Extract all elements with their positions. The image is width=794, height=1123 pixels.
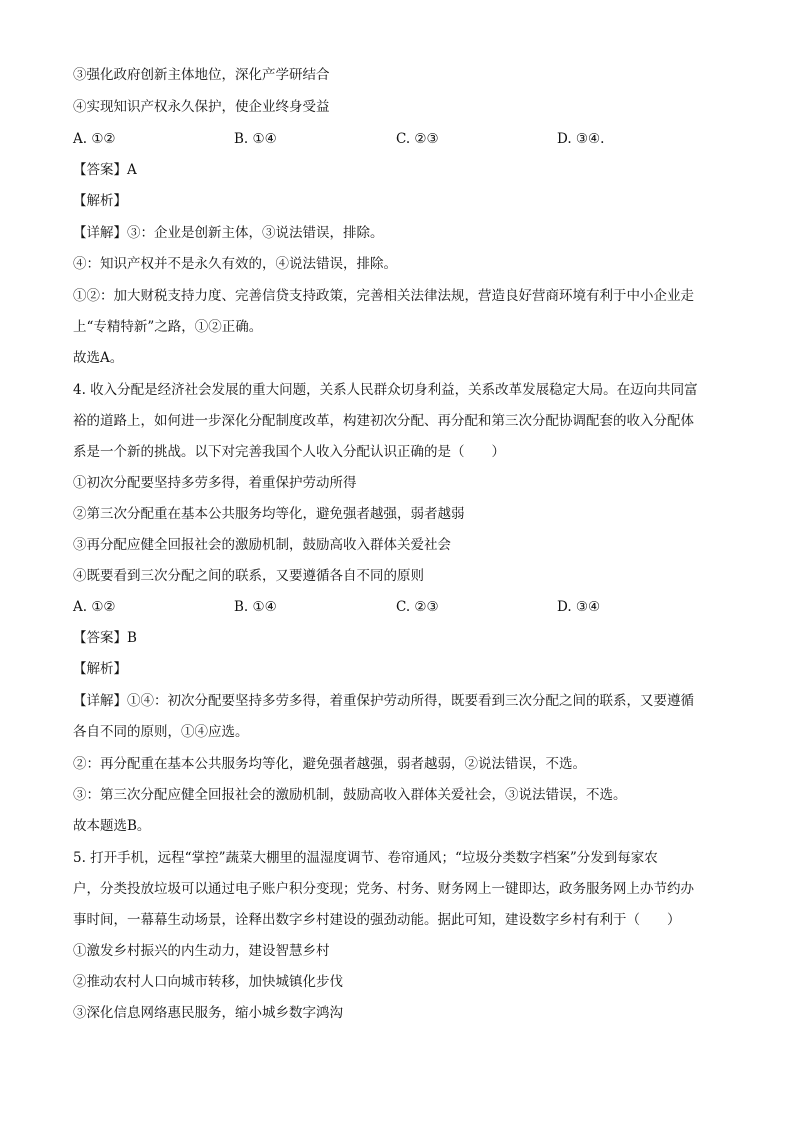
q5-item-1: ①激发乡村振兴的内生动力，建设智慧乡村 [73, 943, 330, 959]
q3-option-c: C. ②③ [396, 131, 439, 147]
q4-option-a: A. ①② [73, 599, 116, 615]
q3-conclusion: 故选A。 [73, 350, 124, 366]
q4-item-4: ④既要看到三次分配之间的联系，又要遵循各自不同的原则 [73, 568, 424, 584]
q4-stem: 4. 收入分配是经济社会发展的重大问题，关系人民群众切身利益，关系改革发展稳定大局。在迈向共同富 [73, 382, 698, 398]
q4-analysis-heading: 【解析】 [73, 661, 127, 677]
q4-option-c: C. ②③ [396, 599, 439, 615]
q3-item-4: ④实现知识产权永久保护，使企业终身受益 [73, 99, 330, 115]
q4-stem: 系是一个新的挑战。以下对完善我国个人收入分配认识正确的是（ ） [73, 444, 505, 460]
q4-detail-line: 各自不同的原则，①④应选。 [73, 724, 249, 740]
q3-detail-line: 上“专精特新”之路，①②正确。 [73, 319, 263, 335]
q4-item-1: ①初次分配要坚持多劳多得，着重保护劳动所得 [73, 475, 357, 491]
q5-stem: 户，分类投放垃圾可以通过电子账户积分变现；党务、村务、财务网上一键即达，政务服务网上办节约办 [73, 881, 694, 897]
q3-detail-line: 【详解】③：企业是创新主体，③说法错误，排除。 [73, 225, 384, 241]
q4-option-d: D. ③④ [557, 599, 601, 615]
q5-stem: 事时间，一幕幕生动场景，诠释出数字乡村建设的强劲动能。据此可知，建设数字乡村有利于（ ） [73, 912, 681, 928]
q4-detail-line: ③：第三次分配应健全回报社会的激励机制，鼓励高收入群体关爱社会，③说法错误，不选。 [73, 787, 627, 803]
q4-detail-line: ②：再分配重在基本公共服务均等化，避免强者越强，弱者越弱，②说法错误，不选。 [73, 756, 586, 772]
q3-detail-line: ①②：加大财税支持力度、完善信贷支持政策，完善相关法律法规，营造良好营商环境有利于中小企业走 [73, 288, 694, 304]
q3-analysis-heading: 【解析】 [73, 193, 127, 209]
q5-item-3: ③深化信息网络惠民服务，缩小城乡数字鸿沟 [73, 1005, 343, 1021]
q4-answer: 【答案】B [73, 630, 137, 646]
q3-option-b: B. ①④ [234, 131, 277, 147]
q4-item-3: ③再分配应健全回报社会的激励机制，鼓励高收入群体关爱社会 [73, 537, 451, 553]
q3-option-a: A. ①② [73, 131, 116, 147]
q4-item-2: ②第三次分配重在基本公共服务均等化，避免强者越强，弱者越弱 [73, 506, 465, 522]
q4-conclusion: 故本题选B。 [73, 818, 151, 834]
q3-detail-line: ④：知识产权并不是永久有效的，④说法错误，排除。 [73, 256, 397, 272]
q4-stem: 裕的道路上，如何进一步深化分配制度改革，构建初次分配、再分配和第三次分配协调配套的收入分配体 [73, 413, 694, 429]
q4-detail-line: 【详解】①④：初次分配要坚持多劳多得，着重保护劳动所得，既要看到三次分配之间的联系，又要遵循 [73, 693, 694, 709]
q5-stem: 5. 打开手机，远程“掌控”蔬菜大棚里的温湿度调节、卷帘通风；“垃圾分类数字档案”分发到每家农 [73, 850, 658, 866]
q3-option-d: D. ③④. [557, 131, 605, 147]
q5-item-2: ②推动农村人口向城市转移，加快城镇化步伐 [73, 974, 343, 990]
q3-answer: 【答案】A [73, 162, 137, 178]
q3-item-3: ③强化政府创新主体地位，深化产学研结合 [73, 67, 330, 83]
q4-option-b: B. ①④ [234, 599, 277, 615]
